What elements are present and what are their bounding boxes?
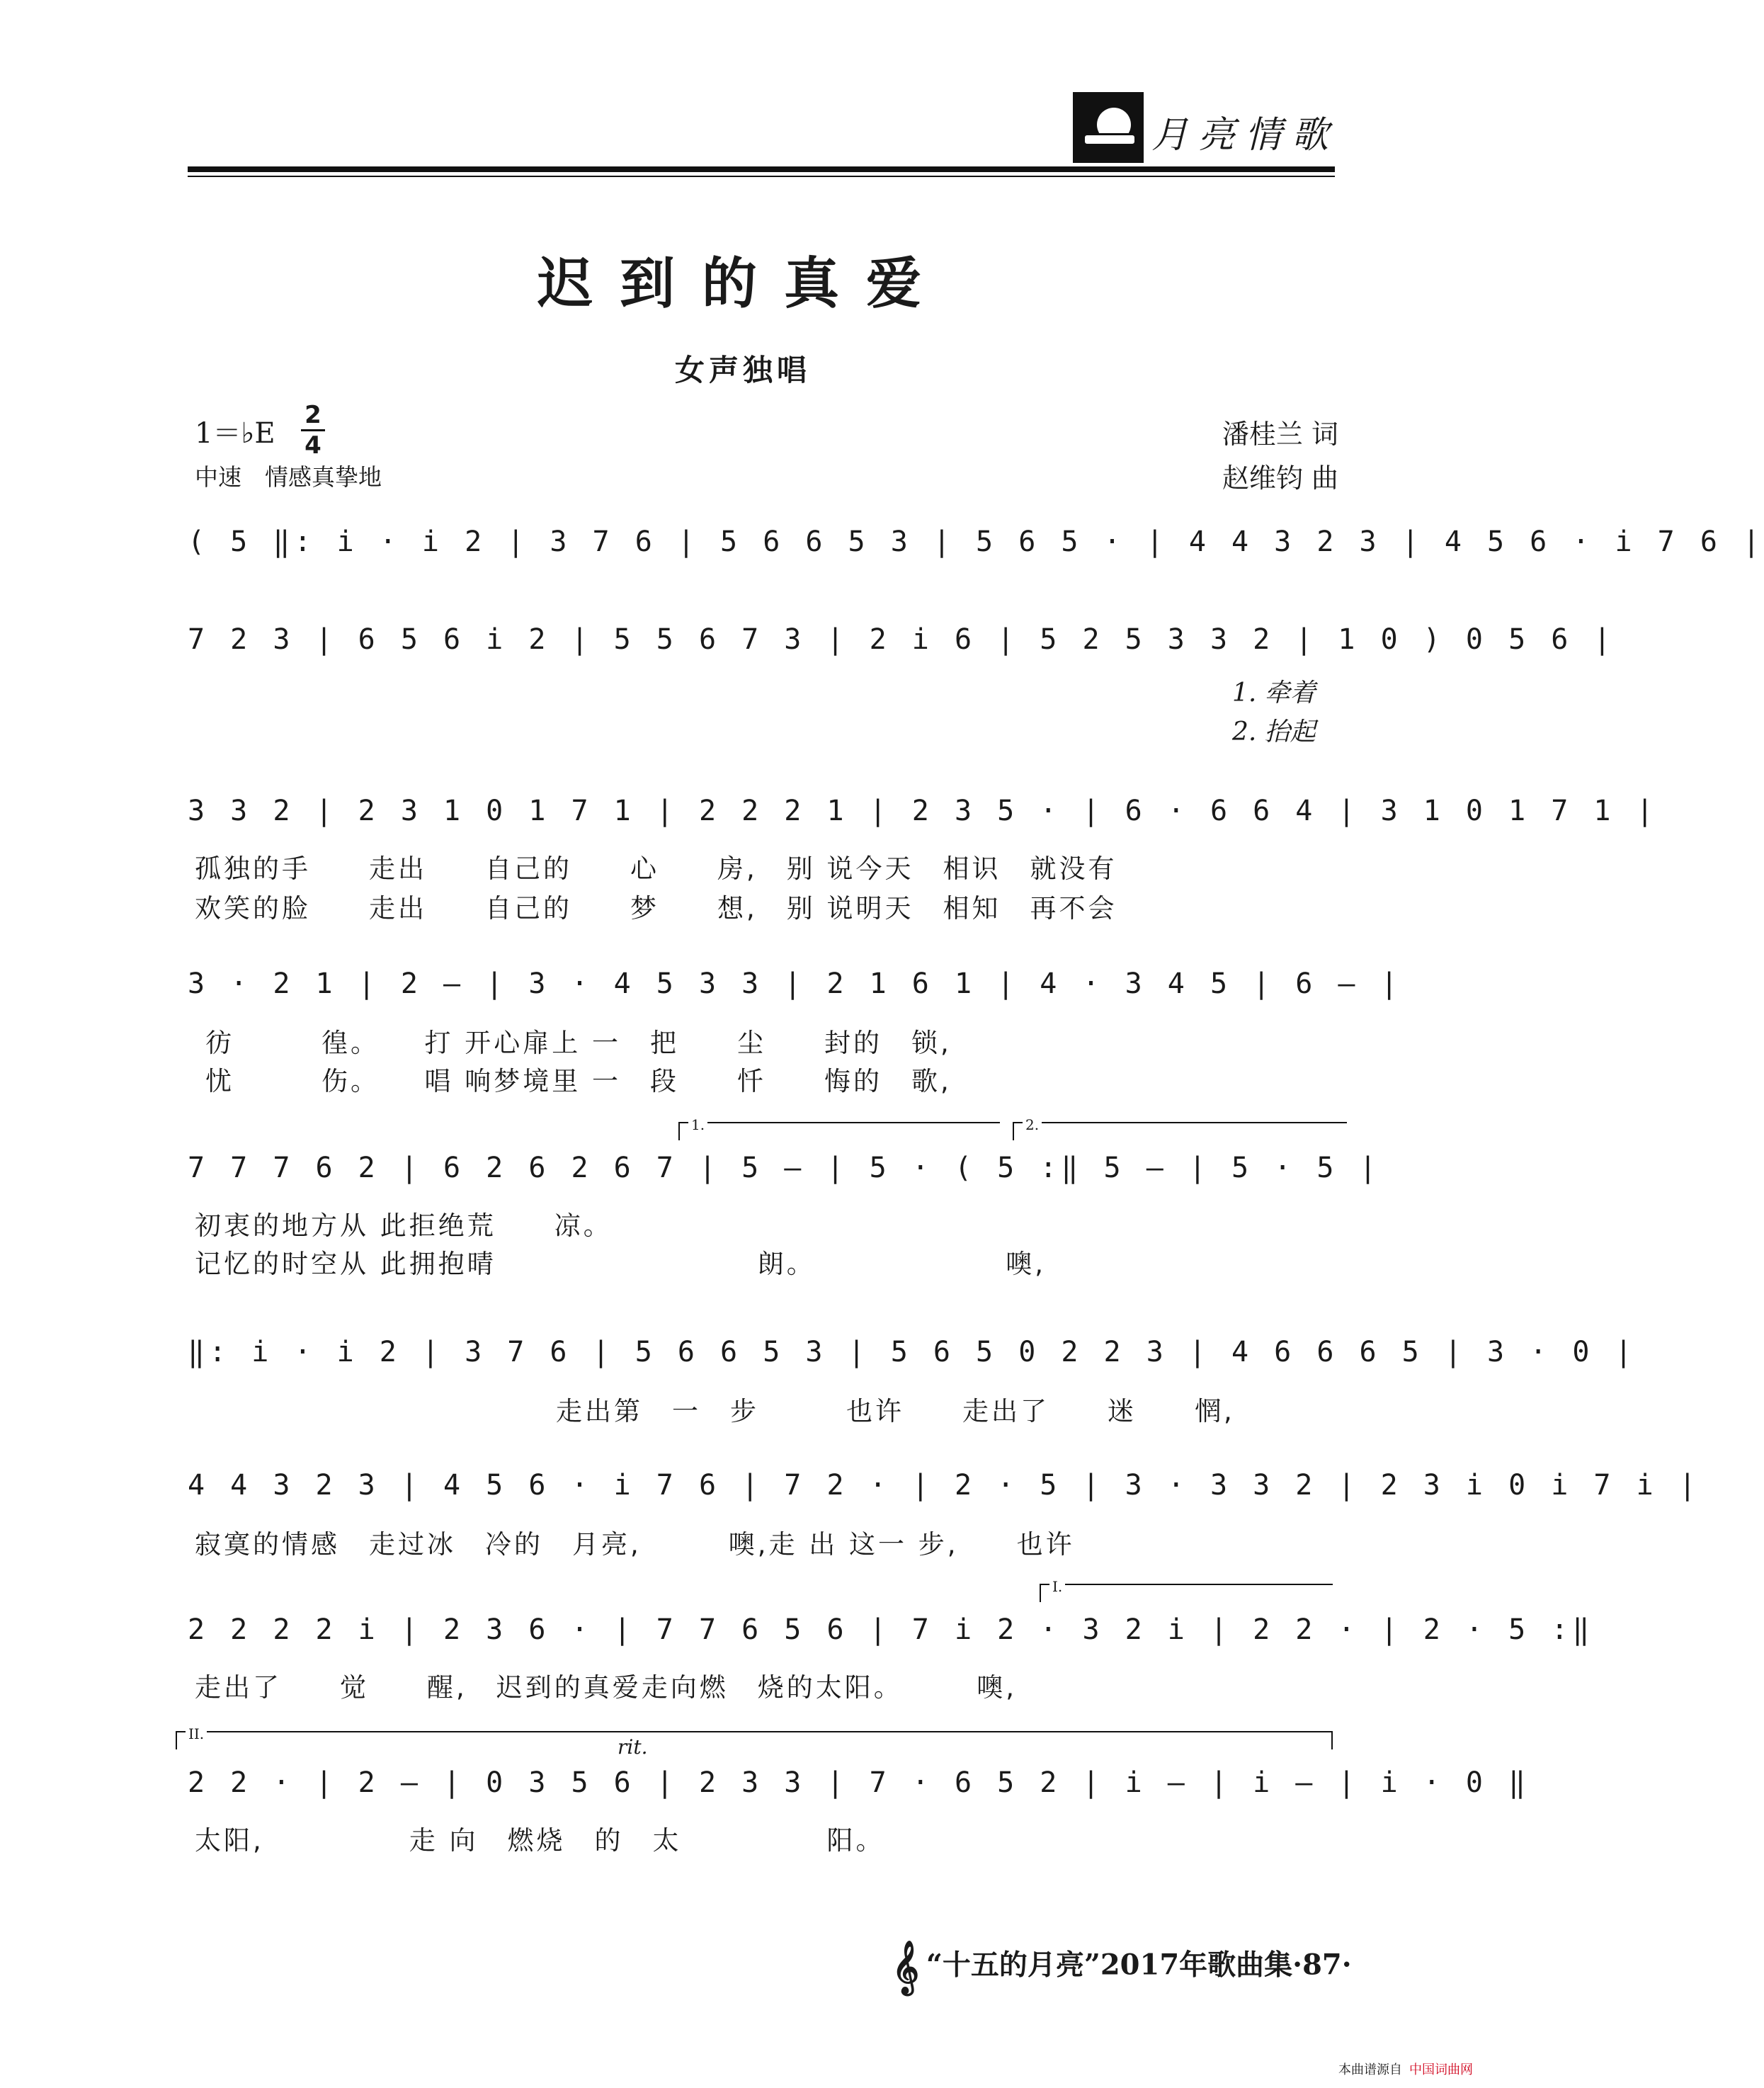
notation: 4 4 3 2 3 | 4 5 6 · i 7 6 | 7 2 · | 2 · 5 | 3 · 3 3 2 | 2 3 i 0 i 7 i | — [188, 1469, 1700, 1502]
score-line-8 — [188, 1612, 1594, 1669]
page-footer — [892, 1941, 1352, 1994]
notation: ‖: i · i 2 | 3 7 6 | 5 6 6 5 3 | 5 6 5 0 2 2 3 | 4 6 6 6 5 | 3 · 0 | — [188, 1336, 1637, 1368]
score-line-1 — [188, 524, 1764, 581]
source-label: 本曲谱源自 — [1338, 2063, 1402, 2077]
header-rule — [188, 166, 1335, 172]
lyric-verse-1: 寂寞的情感 走过冰 冷的 月亮, 噢,走 出 这一 步, 也许 — [195, 1529, 1075, 1560]
lyric-verse-1: 彷 徨。 打 开心扉上 一 把 尘 封的 锁, — [205, 1028, 952, 1058]
notation: 2 2 2 2 i | 2 3 6 · | 7 7 6 5 6 | 7 i 2 · 3 2 i | 2 2 · | 2 · 5 :‖ — [188, 1613, 1594, 1646]
side-watermark-left — [4, 14, 17, 2074]
score-line-7 — [188, 1468, 1700, 1524]
notation: 3 · 2 1 | 2 — | 3 · 4 5 3 3 | 2 1 6 1 | 4 · 3 4 5 | 6 — | — [188, 968, 1402, 1000]
notation: 7 7 7 6 2 | 6 2 6 2 6 7 | 5 — | 5 · ( 5 :‖ 5 — | 5 · 5 | — [188, 1152, 1381, 1184]
source-site-link[interactable]: 中国词曲网 — [1409, 2063, 1473, 2077]
lyric-verse-1: 太阳, 走 向 燃烧 的 太 阳。 — [195, 1825, 885, 1856]
volta-first-ending: I. — [1040, 1584, 1333, 1602]
lyric-verse-2: 记忆的时空从 此拥抱晴 朗。 噢, — [195, 1249, 1047, 1279]
volta-second-ending: II. — [176, 1731, 1333, 1749]
lyric-verse-2: 忧 伤。 唱 响梦境里 一 段 忏 悔的 歌, — [205, 1066, 952, 1096]
time-signature — [301, 402, 325, 458]
lyric-verse-1: 走出第 一 步 也许 走出了 迷 惘, — [556, 1396, 1235, 1426]
score-line-4 — [188, 966, 1402, 1023]
moon-logo-icon — [1073, 92, 1144, 163]
volta-second: 2. — [1013, 1122, 1347, 1140]
song-subtitle: 女声独唱 — [674, 353, 811, 387]
treble-clef-icon: 𝄞 — [892, 1941, 919, 1994]
header-rule-thin — [188, 176, 1335, 177]
footer-text: “十五的月亮”2017年歌曲集·87· — [926, 1948, 1352, 1982]
verse-marker-1: 1. 牵着 — [1232, 679, 1316, 708]
song-title: 迟到的真爱 — [537, 251, 948, 316]
composer-credit: 赵维钧 曲 — [1222, 463, 1338, 494]
score-line-3 — [188, 793, 1658, 850]
lyric-verse-1: 孤独的手 走出 自己的 心 房, 别 说今天 相识 就没有 — [195, 853, 1117, 884]
lyricist-credit: 潘桂兰 词 — [1222, 419, 1338, 450]
lyric-verse-1: 初衷的地方从 此拒绝荒 凉。 — [195, 1210, 613, 1241]
score-line-6 — [188, 1334, 1637, 1391]
time-bottom: 4 — [305, 431, 321, 460]
lyric-verse-2: 欢笑的脸 走出 自己的 梦 想, 别 说明天 相知 再不会 — [195, 893, 1117, 924]
lyric-verse-1: 走出了 觉 醒, 迟到的真爱走向燃 烧的太阳。 噢, — [195, 1672, 1018, 1703]
score-line-5 — [188, 1150, 1381, 1207]
ritardando-mark: rit. — [618, 1735, 648, 1759]
tempo-marking: 中速 情感真挚地 — [195, 463, 382, 491]
notation: ( 5 ‖: i · i 2 | 3 7 6 | 5 6 6 5 3 | 5 6 5 · | 4 4 3 2 3 | 4 5 6 · i 7 6 | — [188, 526, 1764, 558]
score-line-2 — [188, 622, 1615, 679]
key-signature: 1＝♭E — [195, 417, 275, 450]
volta-first: 1. — [678, 1122, 1000, 1140]
notation: 3 3 2 | 2 3 1 0 1 7 1 | 2 2 2 1 | 2 3 5 · | 6 · 6 6 4 | 3 1 0 1 7 1 | — [188, 795, 1658, 827]
series-title: 月亮情歌 — [1151, 114, 1339, 157]
notation: 7 2 3 | 6 5 6 i 2 | 5 5 6 7 3 | 2 i 6 | 5 2 5 3 3 2 | 1 0 ) 0 5 6 | — [188, 623, 1615, 656]
score-line-9 — [188, 1765, 1530, 1822]
notation: 2 2 · | 2 — | 0 3 5 6 | 2 3 3 | 7 · 6 5 2 | i — | i — | i · 0 ‖ — [188, 1766, 1530, 1799]
verse-marker-2: 2. 抬起 — [1232, 717, 1316, 747]
time-top: 2 — [305, 401, 321, 429]
source-credit — [1338, 2060, 1473, 2078]
